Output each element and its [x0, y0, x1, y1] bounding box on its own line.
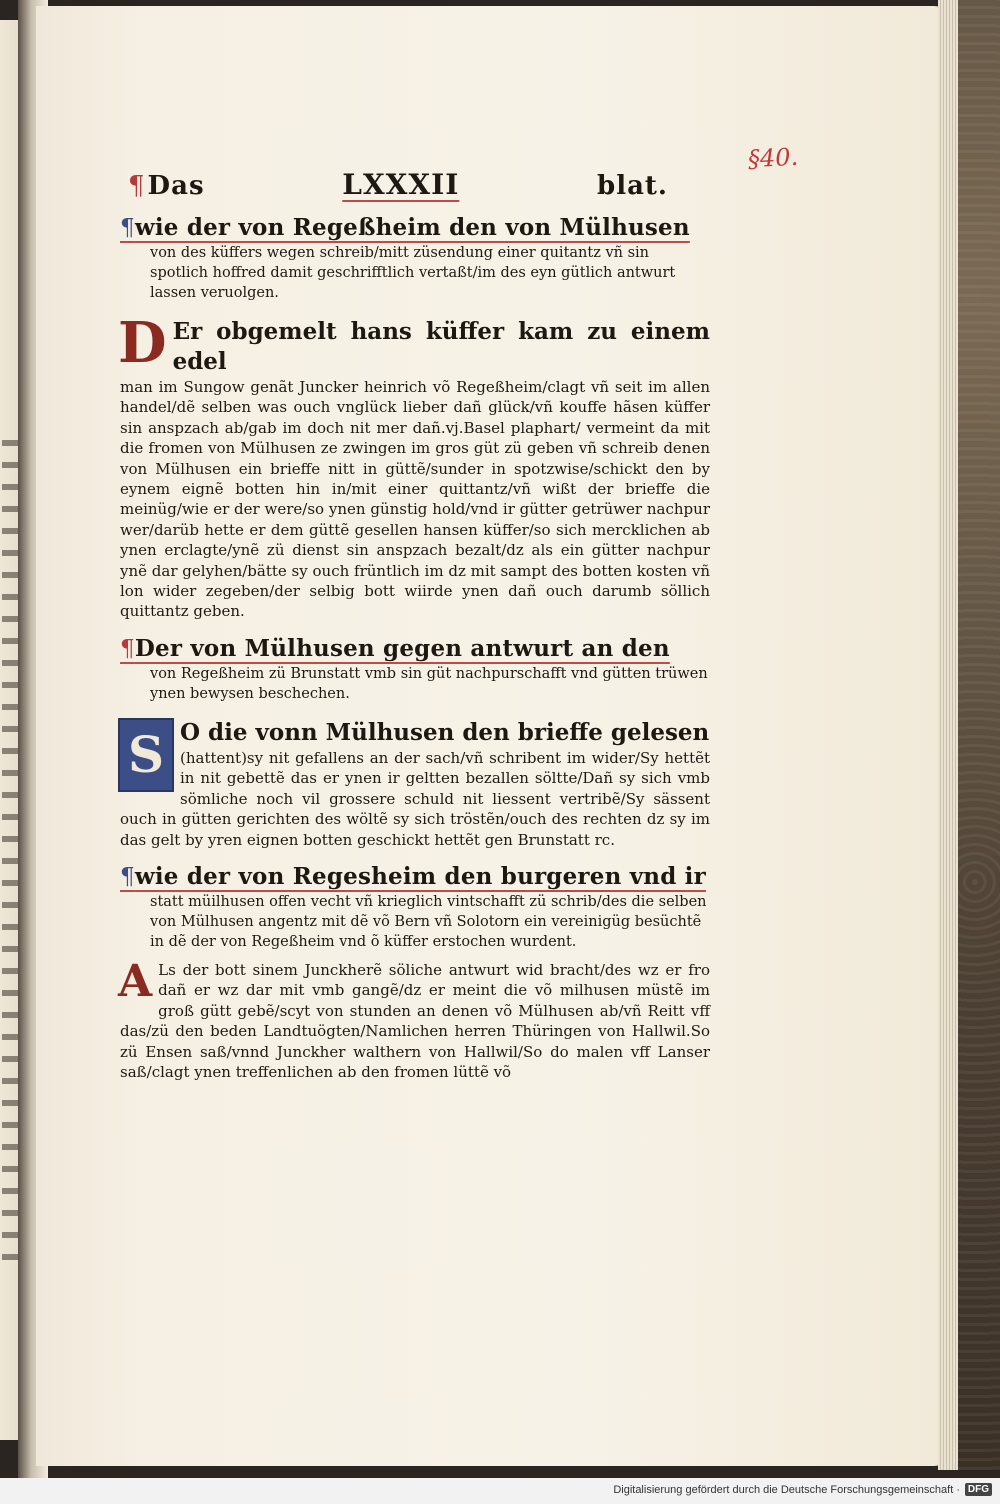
section-subhead: statt müilhusen offen vecht vñ krieglich vintschafft zü schrib/des die selben von Mülhusen angentz mit dẽ võ Bern vñ Solotorn ein vereinigüg besüchtẽ in dẽ der von Regeßheim vnd õ küffer erstochen wurdent.: [150, 893, 707, 950]
paragraph-body: man im Sungow genãt Juncker heinrich võ Regeßheim/clagt vñ seit im allen handel/dẽ selben was ouch vnglück lieber dañ glück/vñ kouffe hãsen küffer sin anspzach ab/gab im doch nit mer dañ.vj.Basel plaphart/ vermeint da mit die fromen von Mülhusen ze zwingen im gros güt zü geben vñ schreib denen von Mülhusen ein brieffe nitt in güttẽ/sunder in spotzwise/schickt den by eynem eignẽ botten hin in/mit einer quittantz/vñ wißt der brieffe die meinüg/wie er der were/so ynen günstig hold/vnd ir gütter getrüwer nachpur wer/darüb hette er dem güttẽ gesellen hansen küffer/so sich mercklichen ab ynen erclagte/ynẽ zü dienst sin anspzach bezalt/dz als ein gütter nachpur ynẽ dar gelyhen/bätte sy ouch früntlich im dz mit sampt des botten kosten vñ lon wider zegeben/der selbig bott wiirde ynen dañ ouch darumb söllich quittantz geben.: [120, 378, 710, 621]
pilcrow-icon: ¶: [120, 635, 135, 662]
paragraph: [118, 955, 710, 1082]
paragraph-lead: Er obgemelt hans küffer kam zu einem edel: [172, 318, 710, 375]
book-cover: [958, 0, 1000, 1470]
section-heading: ¶Der von Mülhusen gegen antwurt an den: [120, 634, 670, 662]
section-heading: ¶wie der von Regeßheim den von Mülhusen: [120, 214, 690, 241]
running-head-right: blat.: [597, 171, 668, 201]
footer-credit: Digitalisierung gefördert durch die Deutsche Forschungsgemeinschaft ·: [613, 1484, 960, 1496]
initial-letter: D: [118, 310, 167, 376]
pilcrow-icon: ¶: [128, 171, 146, 201]
initial-letter: A: [118, 955, 153, 1007]
dfg-logo: DFG: [965, 1483, 992, 1496]
decorated-initial: S: [118, 718, 174, 792]
section-heading: ¶wie der von Regesheim den burgeren vnd ir: [120, 862, 706, 890]
paragraph: [118, 310, 710, 622]
pilcrow-icon: ¶: [120, 863, 135, 890]
running-head: [128, 168, 668, 201]
page-edges: [938, 0, 960, 1470]
paragraph: [120, 718, 710, 850]
running-head-number: LXXXII: [342, 168, 460, 201]
section-subhead: von Regeßheim zü Brunstatt vmb sin güt nachpurschafft vnd gütten trüwen ynen bewysen beschechen.: [150, 665, 708, 702]
paragraph-body: (hattent)sy nit gefallens an der sach/vñ schribent im wider/Sy hettẽt in nit gebettẽ das er ynen ir geltten bezallen söltte/Dañ sy sich vmb sömliche noch vil grossere schuld nit liessent vertribẽ/Sy sässent ouch in gütten gerichten des wöltẽ sy sich tröstẽn/ouch des rechten dz sy im das gelt by yren eignen botten geschickt hettẽt gen Brunstatt rc.: [120, 748, 710, 849]
section-subhead: von des küffers wegen schreib/mitt züsendung einer quitantz vñ sin spotlich hoffred damit geschrifftlich vertaßt/im des eyn gütlich antwurt lassen veruolgen.: [150, 245, 676, 301]
text-block: [120, 168, 720, 1082]
paragraph-lead: O die vonn Mülhusen den brieffe gelesen: [180, 718, 710, 746]
folio-mark: §40.: [747, 142, 799, 174]
running-head-left: ¶Das: [128, 171, 205, 201]
paragraph-body: Ls der bott sinem Junckherẽ söliche antwurt wid bracht/des wz er fro dañ er wz dar mit vmb gangẽ/dz er meint die võ milhusen müstẽ im groß gütt gebẽ/scyt von stunden an denen võ Mülhusen ab/vñ Reitt vff das/zü den beden Landtuögten/Namlichen herren Thüringen von Hallwil.So zü Ensen saß/vnnd Junckher walthern von Hallwil/So do malen vff Lanser saß/clagt ynen treffenlichen ab den fromen lüttẽ võ: [120, 960, 710, 1081]
pilcrow-icon: ¶: [120, 215, 135, 241]
